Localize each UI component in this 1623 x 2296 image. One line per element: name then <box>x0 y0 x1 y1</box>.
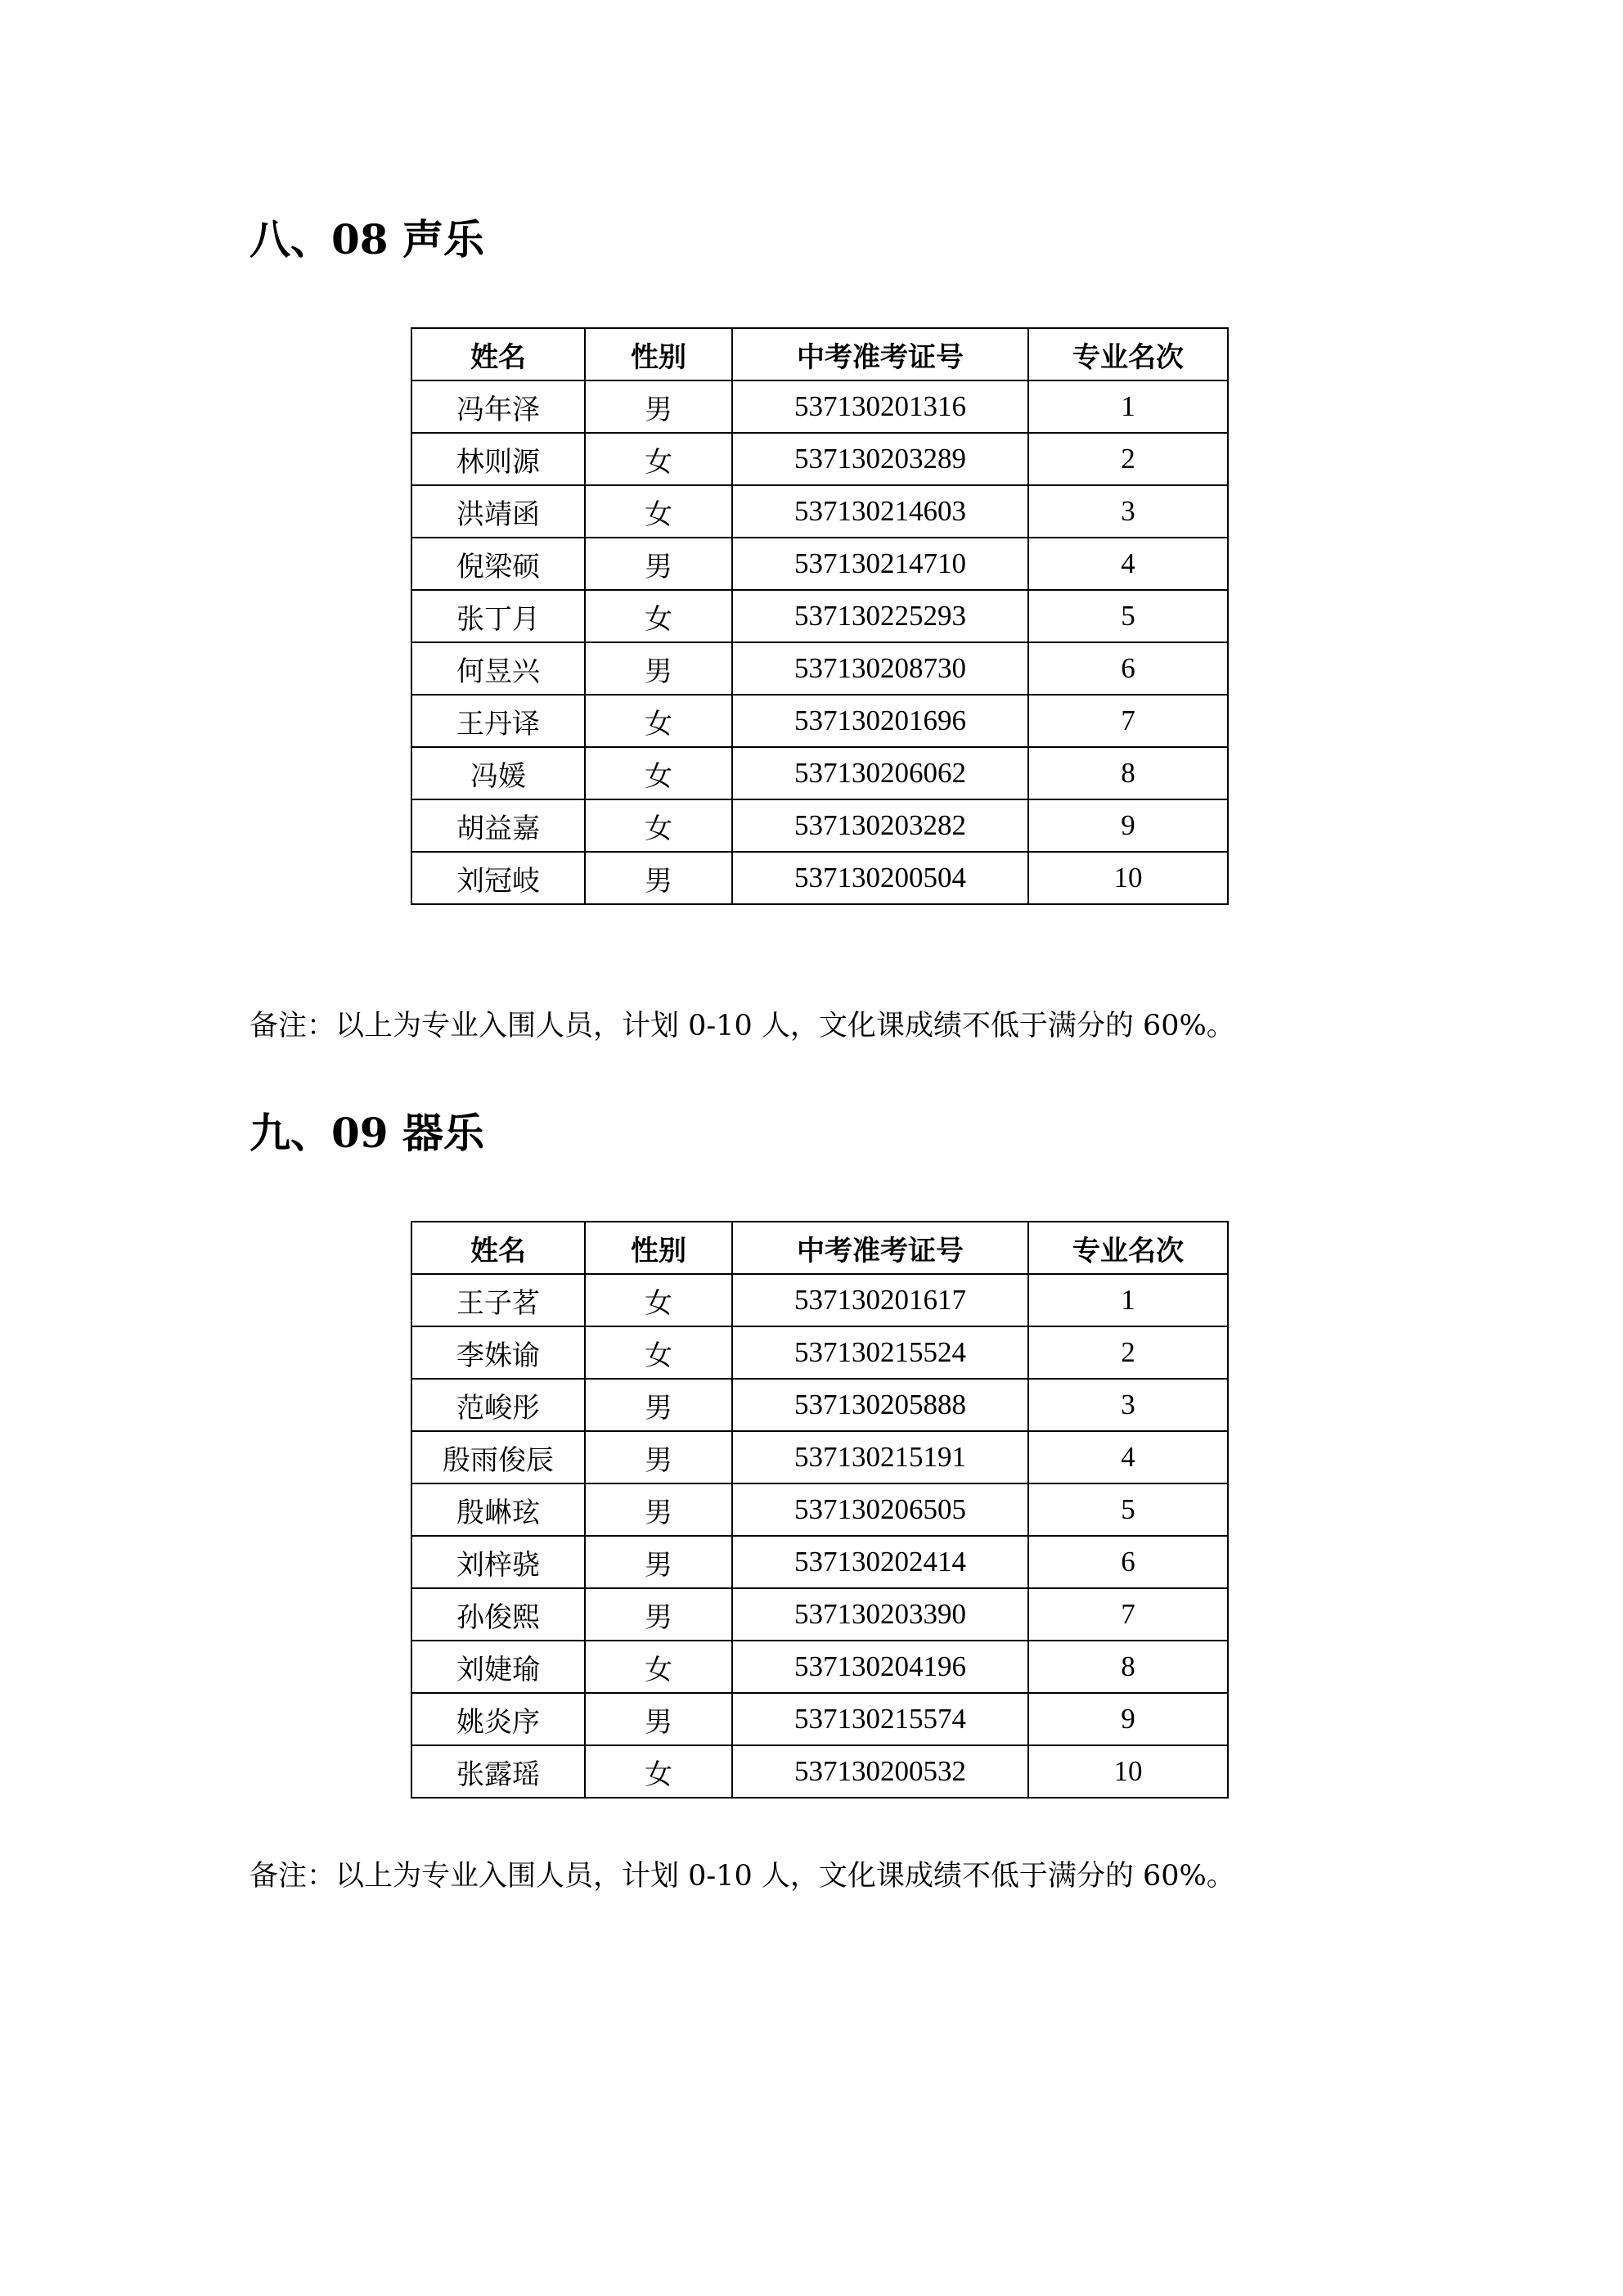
cell-exam-id: 537130203289 <box>732 433 1028 485</box>
cell-rank: 4 <box>1028 538 1228 590</box>
cell-rank: 7 <box>1028 1588 1228 1641</box>
cell-exam-id: 537130206505 <box>732 1483 1028 1536</box>
cell-gender: 女 <box>585 799 732 852</box>
cell-name: 刘婕瑜 <box>411 1641 585 1693</box>
column-header-gender: 性别 <box>585 1222 732 1274</box>
cell-gender: 男 <box>585 1431 732 1483</box>
cell-gender: 女 <box>585 485 732 538</box>
table-row <box>411 1693 1228 1745</box>
section-note-instrumental: 备注：以上为专业入围人员，计划 0-10 人，文化课成绩不低于满分的 60%。 <box>250 1860 1235 1893</box>
cell-gender: 男 <box>585 642 732 695</box>
table-row <box>411 695 1228 747</box>
cell-rank: 8 <box>1028 747 1228 799</box>
cell-rank: 3 <box>1028 485 1228 538</box>
cell-name: 李姝谕 <box>411 1326 585 1379</box>
cell-rank: 6 <box>1028 642 1228 695</box>
cell-rank: 7 <box>1028 695 1228 747</box>
cell-rank: 10 <box>1028 852 1228 904</box>
cell-name: 林则源 <box>411 433 585 485</box>
table-header-row <box>411 1222 1228 1274</box>
table-row <box>411 1745 1228 1798</box>
column-header-rank: 专业名次 <box>1028 328 1228 380</box>
table-row <box>411 590 1228 642</box>
cell-exam-id: 537130202414 <box>732 1536 1028 1588</box>
cell-name: 王丹译 <box>411 695 585 747</box>
cell-rank: 5 <box>1028 590 1228 642</box>
cell-name: 王子茗 <box>411 1274 585 1326</box>
cell-gender: 女 <box>585 747 732 799</box>
cell-exam-id: 537130215524 <box>732 1326 1028 1379</box>
cell-exam-id: 537130200504 <box>732 852 1028 904</box>
cell-exam-id: 537130206062 <box>732 747 1028 799</box>
table-row <box>411 380 1228 433</box>
cell-exam-id: 537130215574 <box>732 1693 1028 1745</box>
cell-gender: 男 <box>585 380 732 433</box>
cell-gender: 男 <box>585 538 732 590</box>
cell-name: 张丁月 <box>411 590 585 642</box>
column-header-name: 姓名 <box>411 328 585 380</box>
cell-exam-id: 537130205888 <box>732 1379 1028 1431</box>
column-header-rank: 专业名次 <box>1028 1222 1228 1274</box>
cell-gender: 男 <box>585 1588 732 1641</box>
cell-gender: 男 <box>585 1693 732 1745</box>
cell-gender: 男 <box>585 1536 732 1588</box>
section-title-vocal: 八、08 声乐 <box>250 215 484 263</box>
cell-gender: 男 <box>585 1379 732 1431</box>
cell-name: 冯媛 <box>411 747 585 799</box>
cell-rank: 1 <box>1028 380 1228 433</box>
cell-name: 洪靖函 <box>411 485 585 538</box>
table-row <box>411 1483 1228 1536</box>
cell-rank: 8 <box>1028 1641 1228 1693</box>
cell-exam-id: 537130204196 <box>732 1641 1028 1693</box>
cell-name: 范峻彤 <box>411 1379 585 1431</box>
table-row <box>411 642 1228 695</box>
cell-gender: 男 <box>585 852 732 904</box>
table-row <box>411 1326 1228 1379</box>
cell-exam-id: 537130214710 <box>732 538 1028 590</box>
table-row <box>411 747 1228 799</box>
table-row <box>411 538 1228 590</box>
column-header-exam-id: 中考准考证号 <box>732 1222 1028 1274</box>
cell-rank: 6 <box>1028 1536 1228 1588</box>
column-header-exam-id: 中考准考证号 <box>732 328 1028 380</box>
table-row <box>411 1431 1228 1483</box>
table-row <box>411 1588 1228 1641</box>
cell-gender: 女 <box>585 695 732 747</box>
instrumental-admission-table <box>411 1221 1229 1799</box>
cell-exam-id: 537130203282 <box>732 799 1028 852</box>
table-row <box>411 799 1228 852</box>
cell-name: 刘冠岐 <box>411 852 585 904</box>
cell-exam-id: 537130208730 <box>732 642 1028 695</box>
cell-name: 倪梁硕 <box>411 538 585 590</box>
table-row <box>411 1379 1228 1431</box>
cell-rank: 3 <box>1028 1379 1228 1431</box>
cell-name: 殷雨俊辰 <box>411 1431 585 1483</box>
cell-rank: 10 <box>1028 1745 1228 1798</box>
cell-exam-id: 537130214603 <box>732 485 1028 538</box>
cell-gender: 女 <box>585 1274 732 1326</box>
cell-gender: 女 <box>585 433 732 485</box>
cell-gender: 女 <box>585 1326 732 1379</box>
cell-name: 殷崊玹 <box>411 1483 585 1536</box>
cell-exam-id: 537130215191 <box>732 1431 1028 1483</box>
table-row <box>411 485 1228 538</box>
cell-name: 姚炎序 <box>411 1693 585 1745</box>
vocal-admission-table <box>411 327 1229 905</box>
section-note-vocal: 备注：以上为专业入围人员，计划 0-10 人，文化课成绩不低于满分的 60%。 <box>250 1010 1235 1042</box>
cell-exam-id: 537130201316 <box>732 380 1028 433</box>
cell-rank: 1 <box>1028 1274 1228 1326</box>
table-row <box>411 1641 1228 1693</box>
cell-rank: 2 <box>1028 1326 1228 1379</box>
cell-name: 冯年泽 <box>411 380 585 433</box>
table-row <box>411 1274 1228 1326</box>
table-row <box>411 852 1228 904</box>
cell-exam-id: 537130201617 <box>732 1274 1028 1326</box>
cell-name: 刘梓骁 <box>411 1536 585 1588</box>
cell-gender: 女 <box>585 1745 732 1798</box>
cell-rank: 4 <box>1028 1431 1228 1483</box>
cell-exam-id: 537130200532 <box>732 1745 1028 1798</box>
cell-rank: 2 <box>1028 433 1228 485</box>
cell-rank: 5 <box>1028 1483 1228 1536</box>
cell-gender: 男 <box>585 1483 732 1536</box>
cell-gender: 女 <box>585 590 732 642</box>
cell-exam-id: 537130203390 <box>732 1588 1028 1641</box>
section-title-instrumental: 九、09 器乐 <box>250 1109 484 1157</box>
cell-exam-id: 537130201696 <box>732 695 1028 747</box>
cell-name: 张露瑶 <box>411 1745 585 1798</box>
column-header-gender: 性别 <box>585 328 732 380</box>
cell-exam-id: 537130225293 <box>732 590 1028 642</box>
cell-name: 胡益嘉 <box>411 799 585 852</box>
table-row <box>411 433 1228 485</box>
column-header-name: 姓名 <box>411 1222 585 1274</box>
cell-rank: 9 <box>1028 1693 1228 1745</box>
cell-name: 孙俊熙 <box>411 1588 585 1641</box>
table-header-row <box>411 328 1228 380</box>
cell-gender: 女 <box>585 1641 732 1693</box>
table-row <box>411 1536 1228 1588</box>
cell-rank: 9 <box>1028 799 1228 852</box>
cell-name: 何昱兴 <box>411 642 585 695</box>
